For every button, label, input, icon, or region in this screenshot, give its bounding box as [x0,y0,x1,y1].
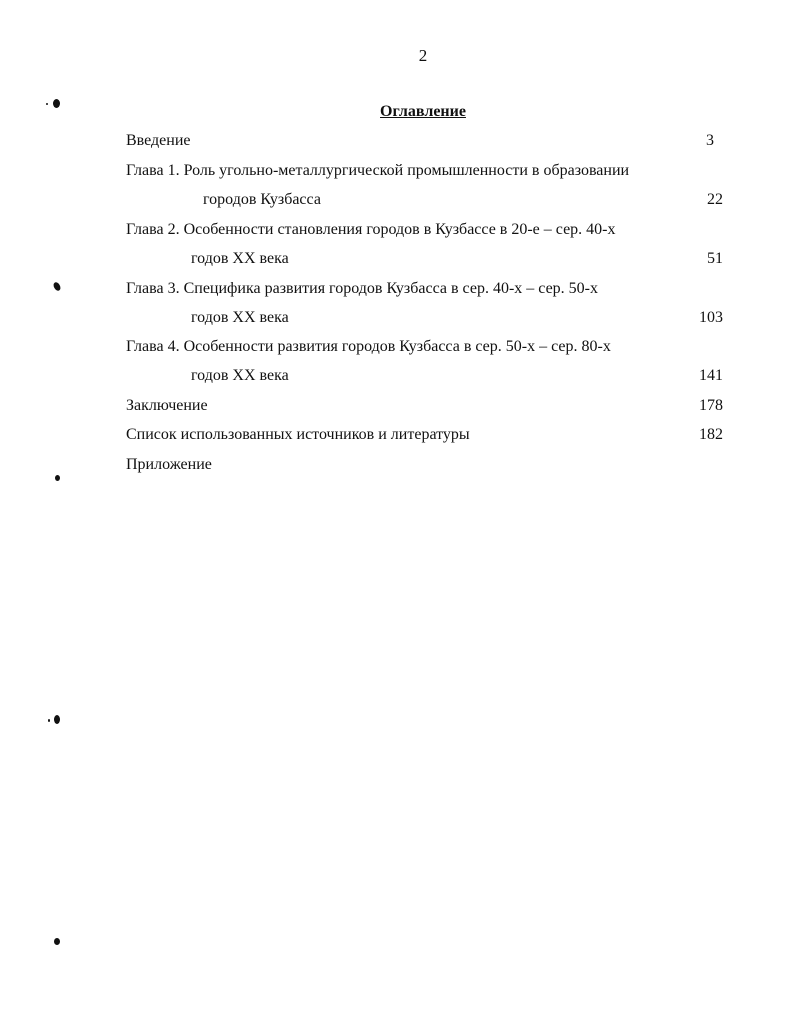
toc-entry-label: Глава 3. Специфика развития городов Кузбасса в сер. 40-х – сер. 50-х [126,280,598,297]
toc-entry-label: Приложение [126,456,212,473]
scan-mark [52,281,62,292]
toc-entry-page: 141 [699,367,723,384]
scan-mark [46,103,48,105]
toc-entry-page: 3 [706,132,714,149]
scan-mark [54,715,60,724]
toc-entry-label: Введение [126,132,191,149]
toc-entry-page: 22 [707,191,723,208]
toc-entry-page: 51 [707,250,723,267]
toc-entry-label-cont: годов XX века [191,367,289,384]
page-number: 2 [418,46,428,65]
toc-entry-label-cont: годов XX века [191,309,289,326]
toc-entry-page: 182 [699,426,723,443]
toc-entry-label-cont: городов Кузбасса [203,191,321,208]
toc-entry-page: 178 [699,397,723,414]
scan-mark [54,938,60,945]
scan-mark [53,99,60,108]
toc-entry-label: Список использованных источников и литературы [126,426,470,443]
scan-mark [55,475,60,481]
toc-entry-page: 103 [699,309,723,326]
toc-entry-label-cont: годов XX века [191,250,289,267]
scan-mark [48,719,50,722]
toc-entry-label: Глава 1. Роль угольно-металлургической промышленности в образовании [126,162,630,179]
toc-entry-label: Глава 2. Особенности становления городов в Кузбассе в 20-е – сер. 40-х [126,221,616,238]
toc-entry-label: Заключение [126,397,208,414]
toc-entry-label: Глава 4. Особенности развития городов Кузбасса в сер. 50-х – сер. 80-х [126,338,611,355]
toc-title: Оглавление [380,103,466,120]
